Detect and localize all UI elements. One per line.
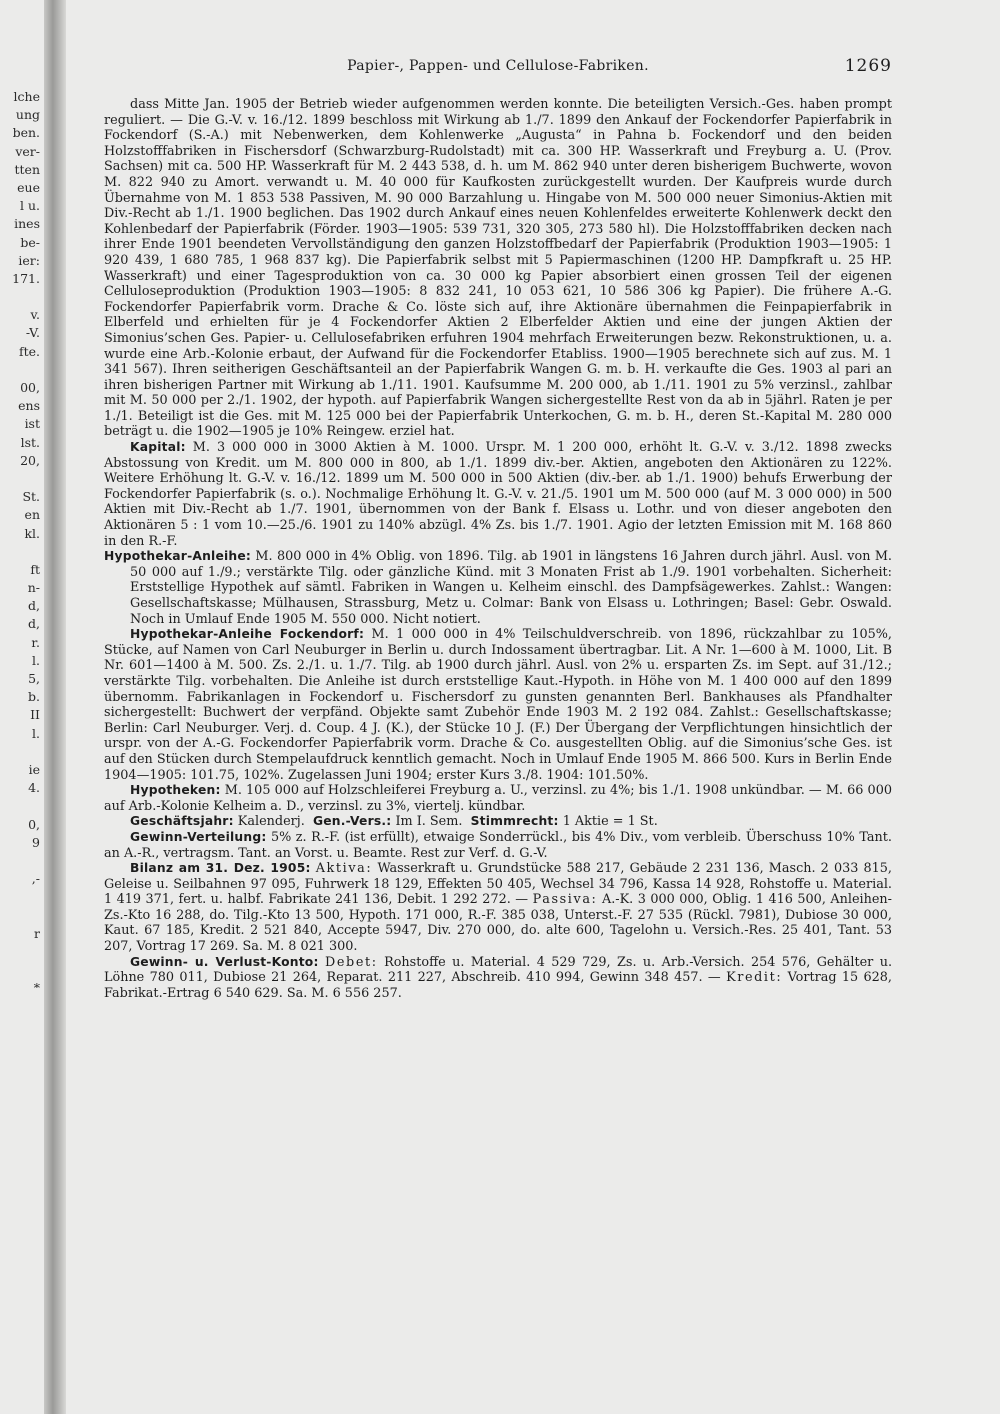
margin-fragment: 20, [20, 452, 40, 468]
fockendorf-section [104, 627, 892, 783]
adjacent-page-margin [0, 88, 44, 988]
margin-fragment: en [24, 507, 40, 523]
bilanz-section [104, 861, 892, 955]
debet-label: Debet: [325, 954, 378, 970]
kapital-label: Kapital: [130, 440, 186, 455]
debet-text: Rohstoffe u. Material. 4 529 729, Zs. u. Arb.-Versich. 254 576, Gehälter u. Löhne 780 011, Dubiose 21 264, Reparat. 211 227, Abschreib. 410 994, Gewinn 348 457. — [104, 954, 893, 986]
hypothekar-label: Hypothekar-Anleihe: [104, 549, 252, 564]
kredit-label: Kredit: [726, 970, 783, 986]
margin-fragment: r [34, 925, 40, 941]
margin-fragment: tten [14, 161, 40, 177]
margin-fragment [0, 361, 44, 379]
margin-fragment: ft [30, 561, 40, 577]
margin-fragment [0, 543, 44, 561]
page-body [104, 97, 892, 1001]
kapital-text: M. 3 000 000 in 3000 Aktien à M. 1000. Urspr. M. 1 200 000, erhöht lt. G.-V. v. 3./12. 1898 zwecks Abstossung von Kredit. um M. 800 000 in 800, ab 1./1. 1899 div.-ber. Aktien, angeboten den Aktionären zu 122%. Weitere Erhöhung lt. G.-V. v. 16./12. 1899 um M. 500 000 in 500 Aktien (div.-ber. ab 1./1. 1900) behufs Erwerbung der Fockendorfer Papierfabrik (s. o.). Nochmalige Erhöhung lt. G.-V. v. 21./5. 1901 um M. 500 000 (auf M. 3 000 000) in 500 Aktien mit Div.-Recht ab 1./7. 1901, übernommen von der Bank f. Elsass u. Lothr. und von dieser angeboten den Aktionären 5 : 1 vom 10.—25./6. 1901 zu 140% abzügl. 4% Zs. bis 1./7. 1901. Agio der letzten Emission mit M. 168 860 in den R.-F. [104, 440, 892, 549]
stimmrecht-text: 1 Aktie = 1 St. [562, 814, 658, 830]
gewinn-konto-label: Gewinn- u. Verlust-Konto: [130, 954, 319, 969]
hypothekar-section [104, 549, 892, 627]
passiva-text: A.-K. 3 000 000, Oblig. 1 416 500, Anleihen-Zs.-Kto 16 288, do. Tilg.-Kto 13 500, Hypoth. 171 000, R.-F. 385 038, Unterst.-F. 27 535 (Rückl. 7981), Dubiose 30 000, Kaut. 67 185, Kredit. 2 521 840, Accepte 5947, Div. 270 000, do. alte 600, Tagelohn u. Versich.-Res. 25 401, Tant. 53 207, Vortrag 17 269. Sa. M. 8 021 300. [104, 892, 892, 955]
bilanz-label: Bilanz am 31. Dez. 1905: [130, 861, 311, 876]
passiva-label: Passiva: [532, 892, 598, 908]
geschaeftsjahr-label: Geschäftsjahr: [130, 814, 234, 829]
margin-fragment: d, [28, 598, 40, 614]
margin-fragment: r. [31, 634, 40, 650]
margin-fragment: 4. [28, 780, 40, 796]
margin-fragment [0, 743, 44, 761]
margin-fragment: 0, [28, 816, 40, 832]
margin-fragment [0, 470, 44, 488]
book-gutter [44, 0, 66, 1414]
gewinn-verteilung-section [104, 830, 892, 861]
margin-fragment: -V. [25, 325, 40, 341]
gen-vers-text: Im I. Sem. [395, 814, 463, 830]
aktiva-text: Wasserkraft u. Grundstücke 588 217, Gebäude 2 231 136, Masch. 2 033 815, Geleise u. Seilbahnen 97 095, Fuhrwerk 18 129, Effekten 50 405, Wechsel 34 796, Kassa 14 928, Rohstoffe u. Material. 1 419 371, fert. u. halbf. Fabrikate 241 136, Debit. 1 292 272. — [104, 861, 892, 908]
margin-fragment [0, 888, 44, 906]
margin-fragment [0, 906, 44, 924]
margin-fragment: II [30, 707, 40, 723]
margin-fragment [0, 797, 44, 815]
margin-fragment: l. [32, 725, 40, 741]
geschaeftsjahr-section [104, 814, 892, 830]
stimmrecht-label: Stimmrecht: [470, 814, 559, 829]
margin-fragment: fte. [18, 343, 40, 359]
margin-fragment: ens [18, 398, 40, 414]
margin-fragment [0, 943, 44, 961]
margin-fragment: kl. [24, 525, 40, 541]
page-header [100, 58, 896, 80]
margin-fragment: ben. [12, 125, 40, 141]
hypotheken-text: M. 105 000 auf Holzschleiferei Freyburg a. U., verzinsl. zu 4%; bis 1./1. 1908 unkündbar. — M. 66 000 auf Arb.-Kolonie Kelheim a. D., verzinsl. zu 3%, viertelj. kündbar. [104, 783, 892, 814]
margin-fragment: eue [17, 179, 40, 195]
margin-fragment: 9 [32, 834, 40, 850]
margin-fragment: l u. [20, 198, 40, 214]
margin-fragment [0, 288, 44, 306]
geschaeftsjahr-text: Kalenderj. [237, 814, 305, 830]
margin-fragment: b. [28, 689, 40, 705]
page-number: 1269 [844, 56, 892, 76]
margin-fragment: 00, [20, 380, 40, 395]
intro-paragraph: dass Mitte Jan. 1905 der Betrieb wieder aufgenommen werden konnte. Die beteiligten Versich.-Ges. haben prompt reguliert. — Die G.-V. v. 16./12. 1899 beschloss mit Wirkung ab 1./7. 1899 den Ankauf der Fockendorfer Papierfabrik in Fockendorf (S.-A.) mit Nebenwerken, dem Kohlenwerke „Augusta“ in Pahna b. Fockendorf und den beiden Holzstofffabriken in Fischersdorf (Schwarzburg-Rudolstadt) mit ca. 300 HP. Wasserkraft und Freyburg a. U. (Prov. Sachsen) mit ca. 500 HP. Wasserkraft für M. 2 443 538, d. h. um M. 862 940 unter deren bisherigem Buchwerte, wovon M. 822 940 zu Amort. verwandt u. M. 40 000 für Kaufkosten zurückgestellt wurden. Der Kaufpreis wurde durch Übernahme von M. 1 853 538 Passiven, M. 90 000 Barzahlung u. Hingabe von M. 500 000 neuer Simonius-Aktien mit Div.-Recht ab 1./1. 1900 beglichen. Das 1902 durch Ankauf eines neuen Kohlenfeldes erweiterte Kohlenwerk deckt den Kohlenbedarf der Papierfabrik (Förder. 1903—1905: 539 731, 320 305, 273 580 hl). Die Holzstofffabriken decken nach ihrer Ende 1901 beendeten Vervollständigung den ganzen Holzstoffbedarf der Papierfabrik (Produktion 1903—1905: 1 920 439, 1 680 785, 1 968 837 kg). Die Papierfabrik selbst mit 5 Papiermaschinen (1200 HP. Dampfkraft u. 25 HP. Wasserkraft) und einer Tagesproduktion von ca. 30 000 kg Papier absorbiert einen grossen Teil der eigenen Celluloseproduktion (Produktion 1903—1905: 8 832 241, 10 053 621, 10 586 306 kg Papier). Die frühere A.-G. Fockendorfer Papierfabrik vorm. Drache & Co. löste sich auf, ihre Aktionäre übernahmen die Feinpapierfabrik in Elberfeld und erhielten für je 4 Fockendorfer Aktien 2 Elberfelder Aktien und eine der jungen Aktien der Simonius’schen Ges. Papier- u. Cellulosefabriken erfuhren 1904 mehrfach Erweiterungen bezw. Rekonstruktionen, u. a. wurde eine Arb.-Kolonie erbaut, der Aufwand für die Fockendorfer Etabliss. 1900—1905 berechnete sich auf zus. M. 1 341 567). Ihren seitherigen Geschäftsanteil an der Papierfabrik Wangen G. m. b. H. verkaufte die Ges. 1903 al pari an ihren bisherigen Partner mit Wirkung ab 1./11. 1901. Kaufsumme M. 200 000, ab 1./11. 1901 zu 5% verzinsl., zahlbar mit M. 50 000 per 2./1. 1902, der hypoth. auf Papierfabrik Wangen sichergestellte Rest von da ab in 5jährl. Raten je per 1./1. Beteiligt ist die Ges. mit M. 125 000 bei der Papierfabrik Unterkochen, G. m. b. H., deren St.-Kapital M. 280 000 beträgt u. die 1902—1905 je 10% Reingew. erziel hat. [104, 97, 892, 440]
gen-vers-label: Gen.-Vers.: [312, 814, 392, 829]
margin-fragment: n- [27, 580, 40, 596]
margin-fragment: ie [28, 761, 40, 777]
running-title: Papier-, Pappen- und Cellulose-Fabriken. [347, 58, 649, 74]
gewinn-verteilung-label: Gewinn-Verteilung: [130, 829, 267, 844]
fockendorf-label: Hypothekar-Anleihe Fockendorf: [130, 627, 365, 642]
margin-fragment: ,- [31, 871, 40, 887]
fockendorf-text: M. 1 000 000 in 4% Teilschuldverschreib. von 1896, rückzahlbar zu 105%, Stücke, auf Namen von Carl Neuburger in Berlin u. durch Indossament übertragbar. Lit. A Nr. 1—600 à M. 1000, Lit. B Nr. 601—1400 à M. 500. Zs. 2./1. u. 1./7. Tilg. ab 1900 durch jährl. Ausl. von 2% u. ersparten Zs. im Sept. auf 31./12.; verstärkte Tilg. vorbehalten. Die Anleihe ist durch erststellige Kaut.-Hypoth. in Höhe von M. 1 400 000 auf den 1899 übernomm. Fabrikanlagen in Fockendorf u. Fischersdorf zu gunsten genannten Berl. Bankhauses als Pfandhalter sichergestellt: Buchwert der verpfänd. Objekte samt Zubehör Ende 1903 M. 2 192 084. Zahlst.: Gesellschaftskasse; Berlin: Carl Neuburger. Verj. d. Coup. 4 J. (K.), der Stücke 10 J. (F.) Der Übergang der Verpflichtungen hinsichtlich der urspr. von der A.-G. Fockendorfer Papierfabrik vorm. Drache & Co. ausgestellten Oblig. auf die Simonius’sche Ges. ist auf den Stücken durch Stempelaufdruck kenntlich gemacht. Noch in Umlauf Ende 1905 M. 866 500. Kurs in Berlin Ende 1904—1905: 101.75, 102%. Zugelassen Juni 1904; erster Kurs 3./8. 1904: 101.50%. [104, 627, 892, 783]
hypothekar-text: M. 800 000 in 4% Oblig. von 1896. Tilg. ab 1901 in längstens 16 Jahren durch jährl. Ausl. von M. 50 000 auf 1./9.; verstärkte Tilg. oder gänzliche Künd. mit 3 Monaten Frist ab 1./9. 1901 vorbehalten. Sicherheit: Erststellige Hypothek auf sämtl. Fabriken in Wangen u. Kelheim einschl. des Dampfsägewerkes. Zahlst.: Wangen: Gesellschaftskasse; Mülhausen, Strassburg, Metz u. Colmar: Bank von Elsass u. Lothringen; Basel: Gebr. Oswald. Noch in Umlauf Ende 1905 M. 550 000. Nicht notiert. [130, 549, 892, 627]
margin-fragment: v. [30, 307, 40, 323]
margin-fragment: lst. [20, 434, 40, 450]
margin-fragment: St. [22, 489, 40, 505]
gewinn-verteilung-text: 5% z. R.-F. (ist erfüllt), etwaige Sonderrückl., bis 4% Div., vom verbleib. Überschuss 10% Tant. an A.-R., vertragsm. Tant. an Vorst. u. Beamte. Rest zur Verf. d. G.-V. [104, 829, 892, 861]
margin-fragment [0, 852, 44, 870]
aktiva-label: Aktiva: [315, 861, 373, 877]
margin-fragment: ist [24, 416, 40, 432]
margin-fragment: be- [20, 234, 40, 250]
margin-fragment: 171. [12, 270, 40, 286]
kredit-text: Vortrag 15 628, Fabrikat.-Ertrag 6 540 629. Sa. M. 6 556 257. [104, 970, 892, 1001]
margin-fragment: d, [28, 616, 40, 632]
margin-fragment: ines [14, 216, 40, 232]
margin-fragment [0, 961, 44, 979]
kapital-section [104, 440, 892, 549]
margin-fragment: ver- [15, 143, 40, 159]
margin-fragment: ung [15, 107, 40, 123]
gewinn-konto-section [104, 955, 892, 1002]
margin-fragment: * [33, 980, 40, 988]
margin-fragment: lche [13, 89, 40, 104]
margin-fragment: ier: [18, 252, 40, 268]
margin-fragment: 5, [28, 671, 40, 686]
margin-fragment: l. [32, 652, 40, 668]
hypotheken-section [104, 783, 892, 814]
hypotheken-label: Hypotheken: [130, 783, 221, 798]
